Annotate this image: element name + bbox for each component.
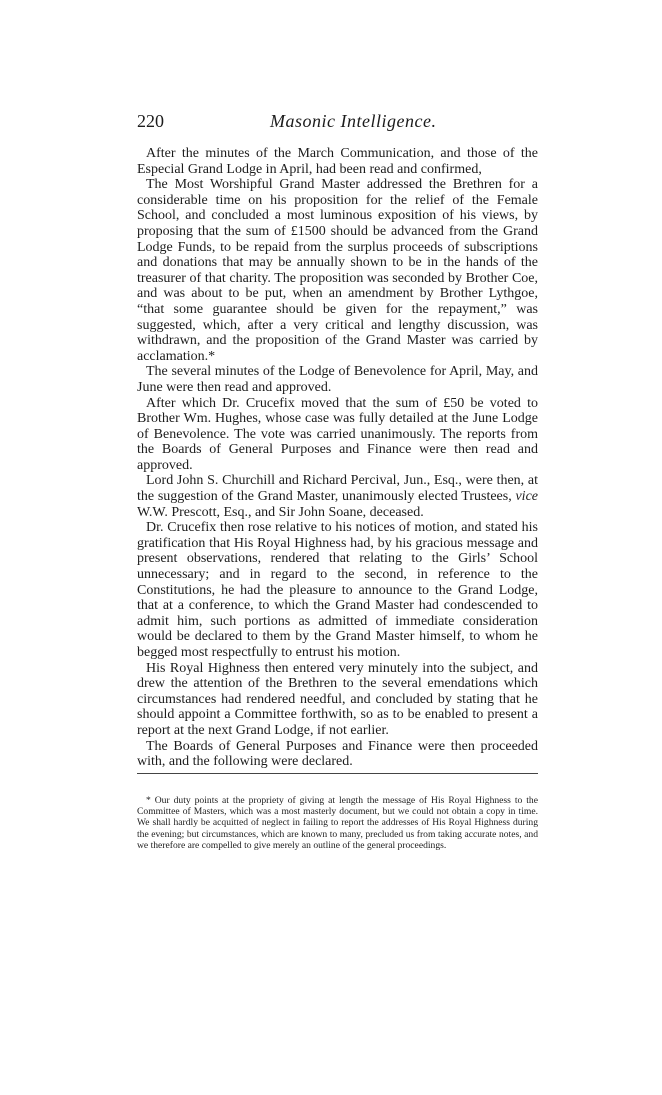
paragraph xyxy=(137,520,538,660)
page-header xyxy=(137,111,537,139)
footnote-divider xyxy=(137,773,538,774)
paragraph: The Most Worshipful Grand Master addressed the Brethren for a considerable time on his proposition for the relief of the Female School, and concluded a most luminous exposition of his views, by proposing that the sum of £1500 should be advanced from the Grand Lodge Funds, to be repaid from the surplus proceeds of subscriptions and donations that may be annually shown to be in the hands of the treasurer of that charity. The proposition was seconded by Brother Coe, and was about to be put, when an amendment by Brother Lythgoe, “that some guarantee should be given for the repayment,” was suggested, which, after a very critical and lengthy discussion, was withdrawn, and the proposition of the Grand Master was carried by acclamation.* xyxy=(137,177,538,364)
paragraph: His Royal Highness then entered very minutely into the subject, and drew the attention of the Brethren to the several emendations which circumstances had rendered needful, and concluded by stating that he should appoint a Committee forthwith, so as to be enabled to present a report at the next Grand Lodge, if not earlier. xyxy=(137,660,538,738)
running-head: Masonic Intelligence. xyxy=(270,111,437,131)
page-number: 220 xyxy=(137,111,164,131)
paragraph xyxy=(137,473,538,520)
paragraph: The several minutes of the Lodge of Benevolence for April, May, and June were then read and approved. xyxy=(137,364,538,395)
paragraph: After which Dr. Crucefix moved that the sum of £50 be voted to Brother Wm. Hughes, whose case was fully detailed at the June Lodge of Benevolence. The vote was carried unanimously. The reports from the Boards of General Purposes and Finance were then read and approved. xyxy=(137,395,538,473)
paragraph: After the minutes of the March Communication, and those of the Especial Grand Lodge in April, had been read and confirmed, xyxy=(137,146,538,177)
paragraph-text: and in regard to the second, in reference to the Constitutions, he had the pleasure to announce to the Grand Lodge, that at a conference, to which the Grand Master had condescended to admit him, such portions as admitted of immediate consideration would be declared to them by the Grand Master himself, to whom he begged most respectfully to entrust his motion. xyxy=(137,567,538,660)
paragraph: The Boards of General Purposes and Finance were then proceeded with, and the following were declared. xyxy=(137,738,538,770)
italic-term: vice xyxy=(515,489,538,505)
footnote-text: * Our duty points at the propriety of giving at length the message of His Royal Highness to the Committee of Masters, which was a most masterly document, but we could not obtain a copy in time. We shall hardly be acquitted of neglect in failing to report the addresses of His Royal Highness during the evening; but circumstances, which are known to many, precluded us from taking accurate notes, and we therefore are compelled to give merely an outline of the general proceedings. xyxy=(137,795,538,851)
paragraph-text: Dr. Crucefix then rose relative to his notices of motion, and stated his gratification that His Royal Highness had, by his gracious message and present observations, rendered that relating to the Girls’ School unnecessary; xyxy=(137,520,538,583)
paragraph-text: Lord John S. Churchill and Richard Percival, Jun., Esq., were then, at the suggestion of the Grand Master, unanimously elected Trustees, xyxy=(137,473,538,505)
article-body xyxy=(137,146,538,770)
paragraph-text: W.W. Prescott, Esq., and Sir John Soane, deceased. xyxy=(137,504,424,520)
footnote xyxy=(137,795,538,851)
